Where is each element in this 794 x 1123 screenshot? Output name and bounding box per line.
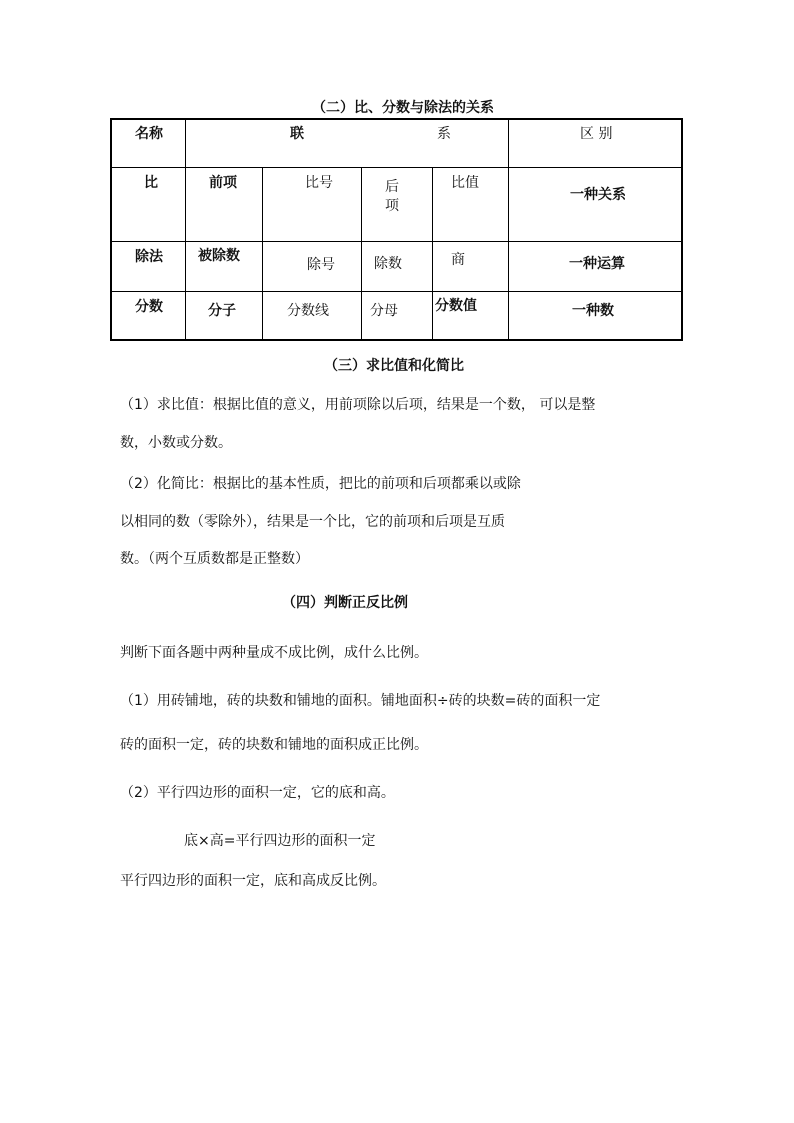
row-fraction-difference: 一种数 — [572, 303, 614, 319]
row-fraction-cell: 分母 — [370, 303, 398, 319]
row-fraction-name: 分数 — [135, 299, 163, 315]
section-2-title: （二）比、分数与除法的关系 — [312, 100, 494, 116]
section-4-answer: 砖的面积一定，砖的块数和铺地的面积成正比例。 — [120, 737, 428, 753]
relation-table — [110, 118, 683, 341]
row-division-cell: 除号 — [307, 257, 335, 273]
row-division-cell: 商 — [451, 252, 465, 268]
section-3-paragraph: （2）化简比：根据比的基本性质，把比的前项和后项都乘以或除 — [120, 476, 521, 492]
section-4-question: （2）平行四边形的面积一定，它的底和高。 — [120, 785, 395, 801]
table-divider — [262, 168, 263, 339]
header-connection-2: 系 — [437, 126, 451, 142]
section-3-paragraph: 以相同的数（零除外），结果是一个比，它的前项和后项是互质 — [120, 514, 505, 530]
table-divider — [112, 167, 681, 168]
section-4-title: （四）判断正反比例 — [282, 595, 408, 611]
table-divider — [432, 168, 433, 339]
row-fraction-cell: 分数值 — [435, 298, 477, 314]
header-connection-1: 联 — [290, 126, 304, 142]
row-bi-difference: 一种关系 — [570, 187, 626, 203]
section-3-paragraph: 数，小数或分数。 — [120, 435, 232, 451]
table-divider — [185, 120, 186, 339]
row-division-cell: 除数 — [374, 256, 402, 272]
row-bi-cell: 后 — [385, 179, 399, 195]
row-bi-cell: 前项 — [209, 175, 237, 191]
row-bi-name: 比 — [144, 175, 158, 191]
section-3-title: （三）求比值和化简比 — [324, 358, 464, 374]
row-bi-cell: 比值 — [451, 175, 479, 191]
table-divider — [508, 120, 509, 339]
table-divider — [361, 168, 362, 339]
section-4-intro: 判断下面各题中两种量成不成比例，成什么比例。 — [120, 645, 428, 661]
row-fraction-cell: 分子 — [208, 303, 236, 319]
header-name: 名称 — [135, 126, 163, 142]
section-4-question: （1）用砖铺地，砖的块数和铺地的面积。铺地面积÷砖的块数=砖的面积一定 — [120, 693, 601, 709]
section-4-formula: 底×高=平行四边形的面积一定 — [184, 833, 376, 849]
section-3-paragraph: （1）求比值：根据比值的意义，用前项除以后项，结果是一个数， 可以是整 — [120, 397, 596, 413]
row-fraction-cell: 分数线 — [287, 303, 329, 319]
row-division-cell: 被除数 — [198, 248, 240, 264]
row-bi-cell: 项 — [385, 198, 399, 214]
table-divider — [112, 291, 681, 292]
header-difference: 区 别 — [580, 126, 613, 142]
row-bi-cell: 比号 — [305, 175, 333, 191]
table-divider — [112, 241, 681, 242]
section-4-answer: 平行四边形的面积一定，底和高成反比例。 — [120, 873, 386, 889]
section-3-paragraph: 数。（两个互质数都是正整数） — [120, 551, 309, 567]
row-division-difference: 一种运算 — [569, 256, 625, 272]
row-division-name: 除法 — [135, 249, 163, 265]
